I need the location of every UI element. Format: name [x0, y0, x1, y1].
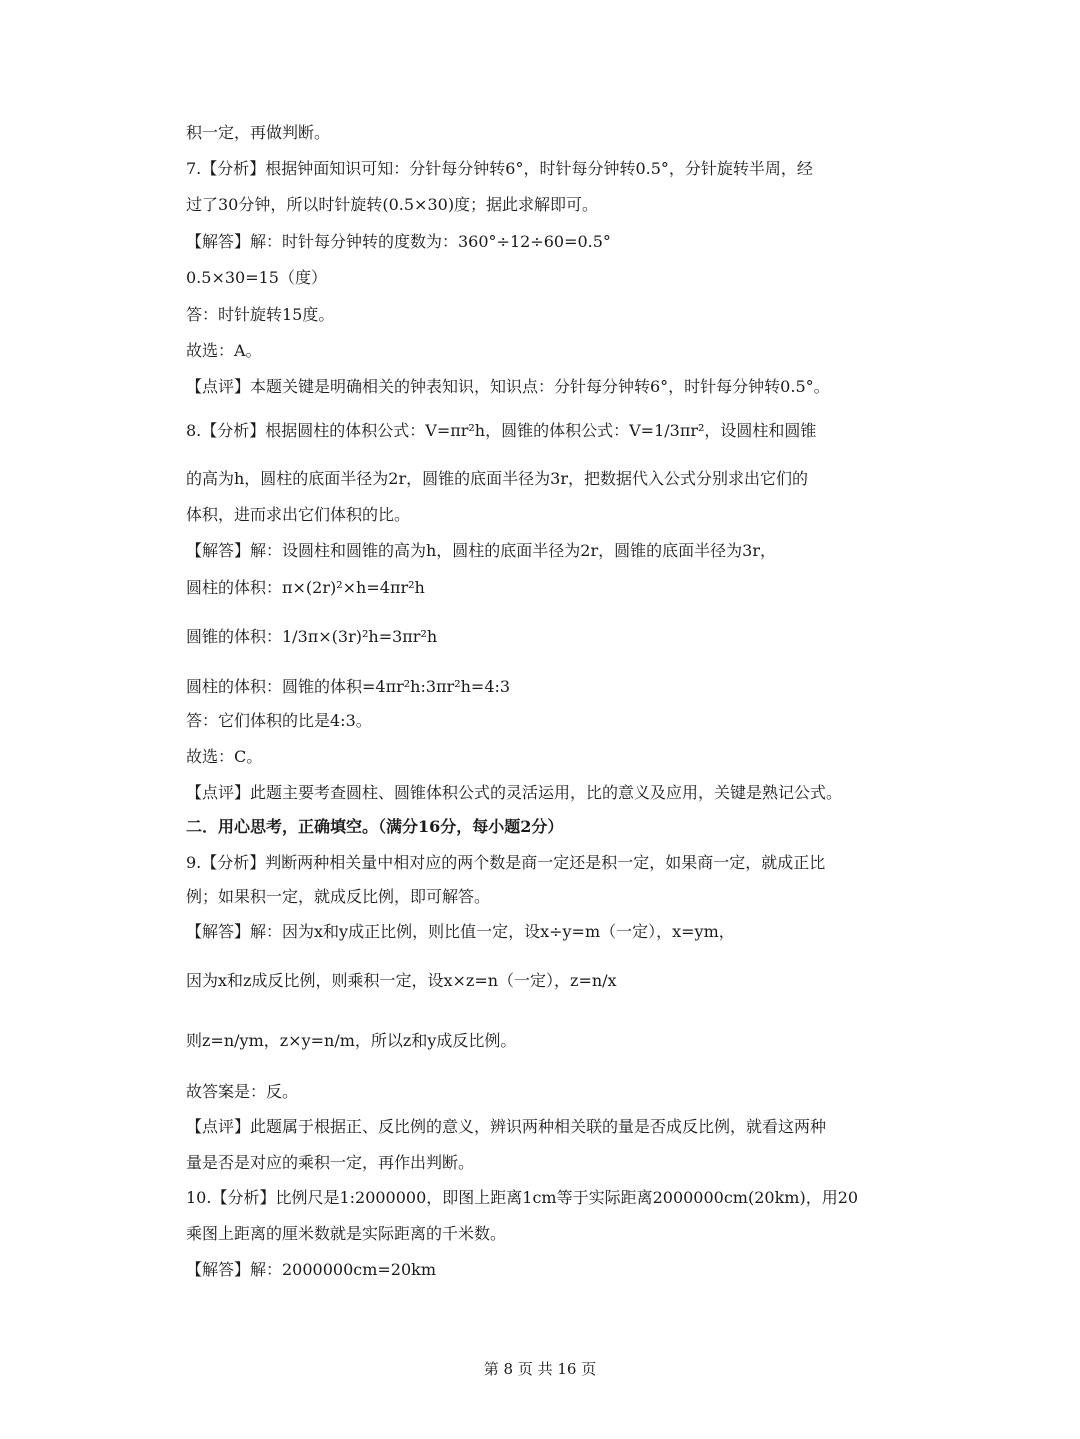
text-line: 【点评】此题主要考查圆柱、圆锥体积公式的灵活运用，比的意义及应用，关键是熟记公式。: [186, 783, 843, 802]
text-line: 乘图上距离的厘米数就是实际距离的千米数。: [186, 1224, 507, 1243]
text-line: 10.【分析】比例尺是1:2000000，即图上距离1cm等于实际距离2000000cm(20km)，用20: [186, 1188, 859, 1207]
text-line: 则z=n/ym，z×y=n/m，所以z和y成反比例。: [186, 1031, 517, 1050]
text-line: 例；如果积一定，就成反比例，即可解答。: [186, 887, 491, 906]
text-line: 故答案是：反。: [186, 1082, 299, 1101]
text-line: 9.【分析】判断两种相关量中相对应的两个数是商一定还是积一定，如果商一定，就成正比: [186, 853, 826, 872]
text-line: 过了30分钟，所以时针旋转(0.5×30)度；据此求解即可。: [186, 195, 599, 214]
text-line: 圆锥的体积：1/3π×(3r)²h=3πr²h: [186, 627, 438, 646]
text-line: 的高为h，圆柱的底面半径为2r，圆锥的底面半径为3r，把数据代入公式分别求出它们的: [186, 469, 808, 488]
text-line: 圆柱的体积：圆锥的体积=4πr²h:3πr²h=4:3: [186, 677, 511, 696]
text-line: 因为x和z成反比例，则乘积一定，设x×z=n（一定），z=n/x: [186, 971, 617, 990]
section-heading: 二．用心思考，正确填空。（满分16分，每小题2分）: [186, 817, 564, 836]
text-line: 量是否是对应的乘积一定，再作出判断。: [186, 1153, 475, 1172]
text-line: 【解答】解：因为x和y成正比例，则比值一定，设x÷y=m（一定），x=ym，: [186, 922, 735, 941]
text-line: 8.【分析】根据圆柱的体积公式：V=πr²h，圆锥的体积公式：V=1/3πr²，设圆柱和圆锥: [186, 421, 817, 440]
text-line: 积一定，再做判断。: [186, 123, 331, 142]
text-line: 故选：C。: [186, 747, 263, 766]
text-line: 0.5×30=15（度）: [186, 268, 327, 287]
text-line: 【点评】本题关键是明确相关的钟表知识，知识点：分针每分钟转6°，时针每分钟转0.5°。: [186, 377, 830, 396]
text-line: 【解答】解：设圆柱和圆锥的高为h，圆柱的底面半径为2r，圆锥的底面半径为3r，: [186, 541, 776, 560]
text-line: 体积，进而求出它们体积的比。: [186, 505, 411, 524]
text-line: 【解答】解：时针每分钟转的度数为：360°÷12÷60=0.5°: [186, 232, 611, 251]
page-footer: 第 8 页 共 16 页: [483, 1360, 597, 1378]
text-line: 答：时针旋转15度。: [186, 305, 335, 324]
text-line: 故选：A。: [186, 341, 262, 360]
text-line: 【解答】解：2000000cm=20km: [186, 1260, 437, 1279]
text-line: 圆柱的体积：π×(2r)²×h=4πr²h: [186, 578, 425, 597]
text-line: 7.【分析】根据钟面知识可知：分针每分钟转6°，时针每分钟转0.5°，分针旋转半周，经: [186, 159, 813, 178]
text-line: 【点评】此题属于根据正、反比例的意义，辨识两种相关联的量是否成反比例，就看这两种: [186, 1117, 827, 1136]
text-line: 答：它们体积的比是4:3。: [186, 711, 372, 730]
